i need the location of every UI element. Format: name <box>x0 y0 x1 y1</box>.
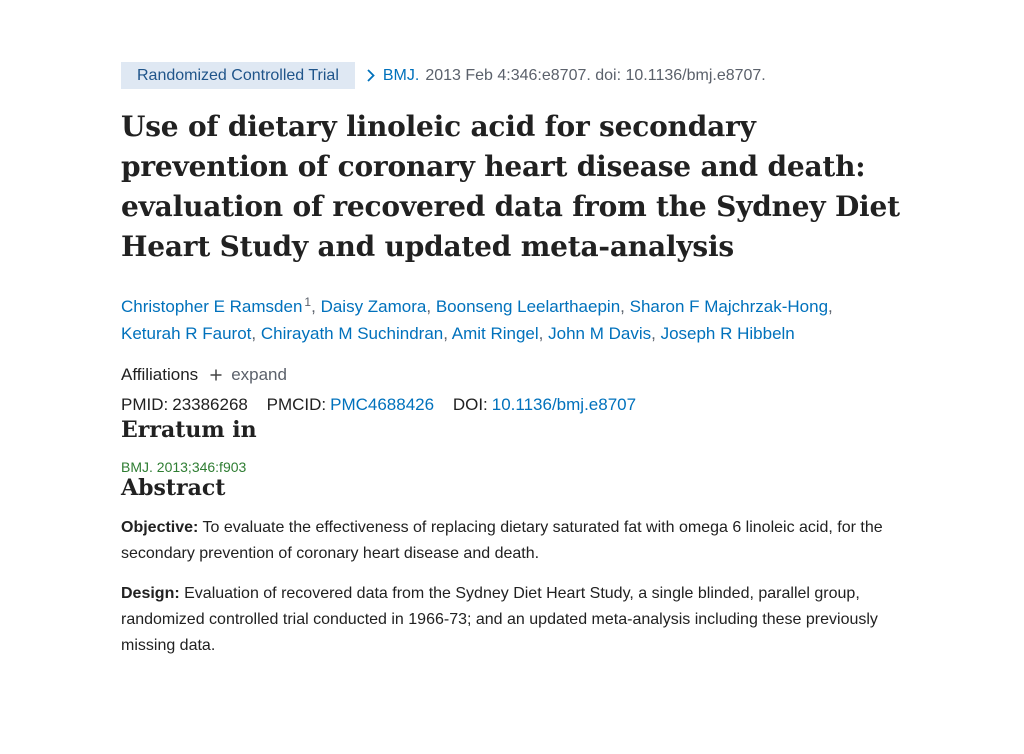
expand-label: expand <box>231 365 287 384</box>
chevron-right-icon <box>367 69 377 83</box>
author-link[interactable]: Christopher E Ramsden <box>121 297 303 316</box>
expand-affiliations-button[interactable] <box>210 365 287 385</box>
author-link[interactable]: Amit Ringel <box>451 324 539 343</box>
author-link[interactable]: Daisy Zamora <box>320 297 427 316</box>
author-link[interactable]: Sharon F Majchrzak-Hong <box>629 297 829 316</box>
doi-label: DOI: <box>452 395 488 414</box>
pmcid-label: PMCID: <box>266 395 327 414</box>
author-link[interactable]: Joseph R Hibbeln <box>660 324 795 343</box>
erratum-link[interactable]: BMJ. 2013;346:f903 <box>121 459 247 475</box>
design-text: Evaluation of recovered data from the Sydney Diet Heart Study, a single blinded, parallel group, randomized controlled trial conducted in 1966-73; and an updated meta-analysis including these previously missing data. <box>121 585 878 654</box>
publication-type-badge[interactable]: Randomized Controlled Trial <box>121 62 355 89</box>
doi-link[interactable]: 10.1136/bmj.e8707 <box>491 395 637 414</box>
abstract-heading: Abstract <box>121 475 226 501</box>
journal-link[interactable]: BMJ. <box>382 66 420 84</box>
article-title: Use of dietary linoleic acid for secondary prevention of coronary heart disease and death: evaluation of recovered data from the Sydney Diet Heart Study and updated meta-analysis <box>121 110 900 263</box>
identifiers-row <box>121 393 911 417</box>
pmcid-link[interactable]: PMC4688426 <box>330 395 435 414</box>
abstract-design <box>121 581 911 659</box>
design-label: Design: <box>121 585 180 602</box>
affiliations-label: Affiliations <box>121 365 199 384</box>
author-link[interactable]: Keturah R Faurot <box>121 324 252 343</box>
author-link[interactable]: John M Davis <box>548 324 652 343</box>
author-link[interactable]: Chirayath M Suchindran <box>260 324 444 343</box>
author-list: Christopher E Ramsden $^1$, Daisy Zamora, Boonseng Leelarthaepin, Sharon F Majchrzak-Hong, Keturah R Faurot, Chirayath M Suchindran, Amit Ringel, John M Davis, Joseph R Hibbeln <box>121 295 833 343</box>
author-link[interactable]: Boonseng Leelarthaepin <box>435 297 621 316</box>
citation-row <box>121 62 911 89</box>
objective-label: Objective: <box>121 519 199 536</box>
erratum-heading: Erratum in <box>121 417 257 443</box>
pmid-label: PMID: <box>121 395 169 414</box>
plus-icon <box>210 369 222 381</box>
pmid-value: 23386268 <box>172 395 248 414</box>
abstract-objective <box>121 515 911 567</box>
article-page <box>121 62 911 659</box>
affiliation-superscript[interactable]: 1 <box>304 295 312 309</box>
objective-text: To evaluate the effectiveness of replacing dietary saturated fat with omega 6 linoleic acid, for the secondary prevention of coronary heart disease and death. <box>121 519 883 562</box>
citation-details: 2013 Feb 4:346:e8707. doi: 10.1136/bmj.e8707. <box>425 66 766 84</box>
affiliations-row <box>121 363 911 387</box>
